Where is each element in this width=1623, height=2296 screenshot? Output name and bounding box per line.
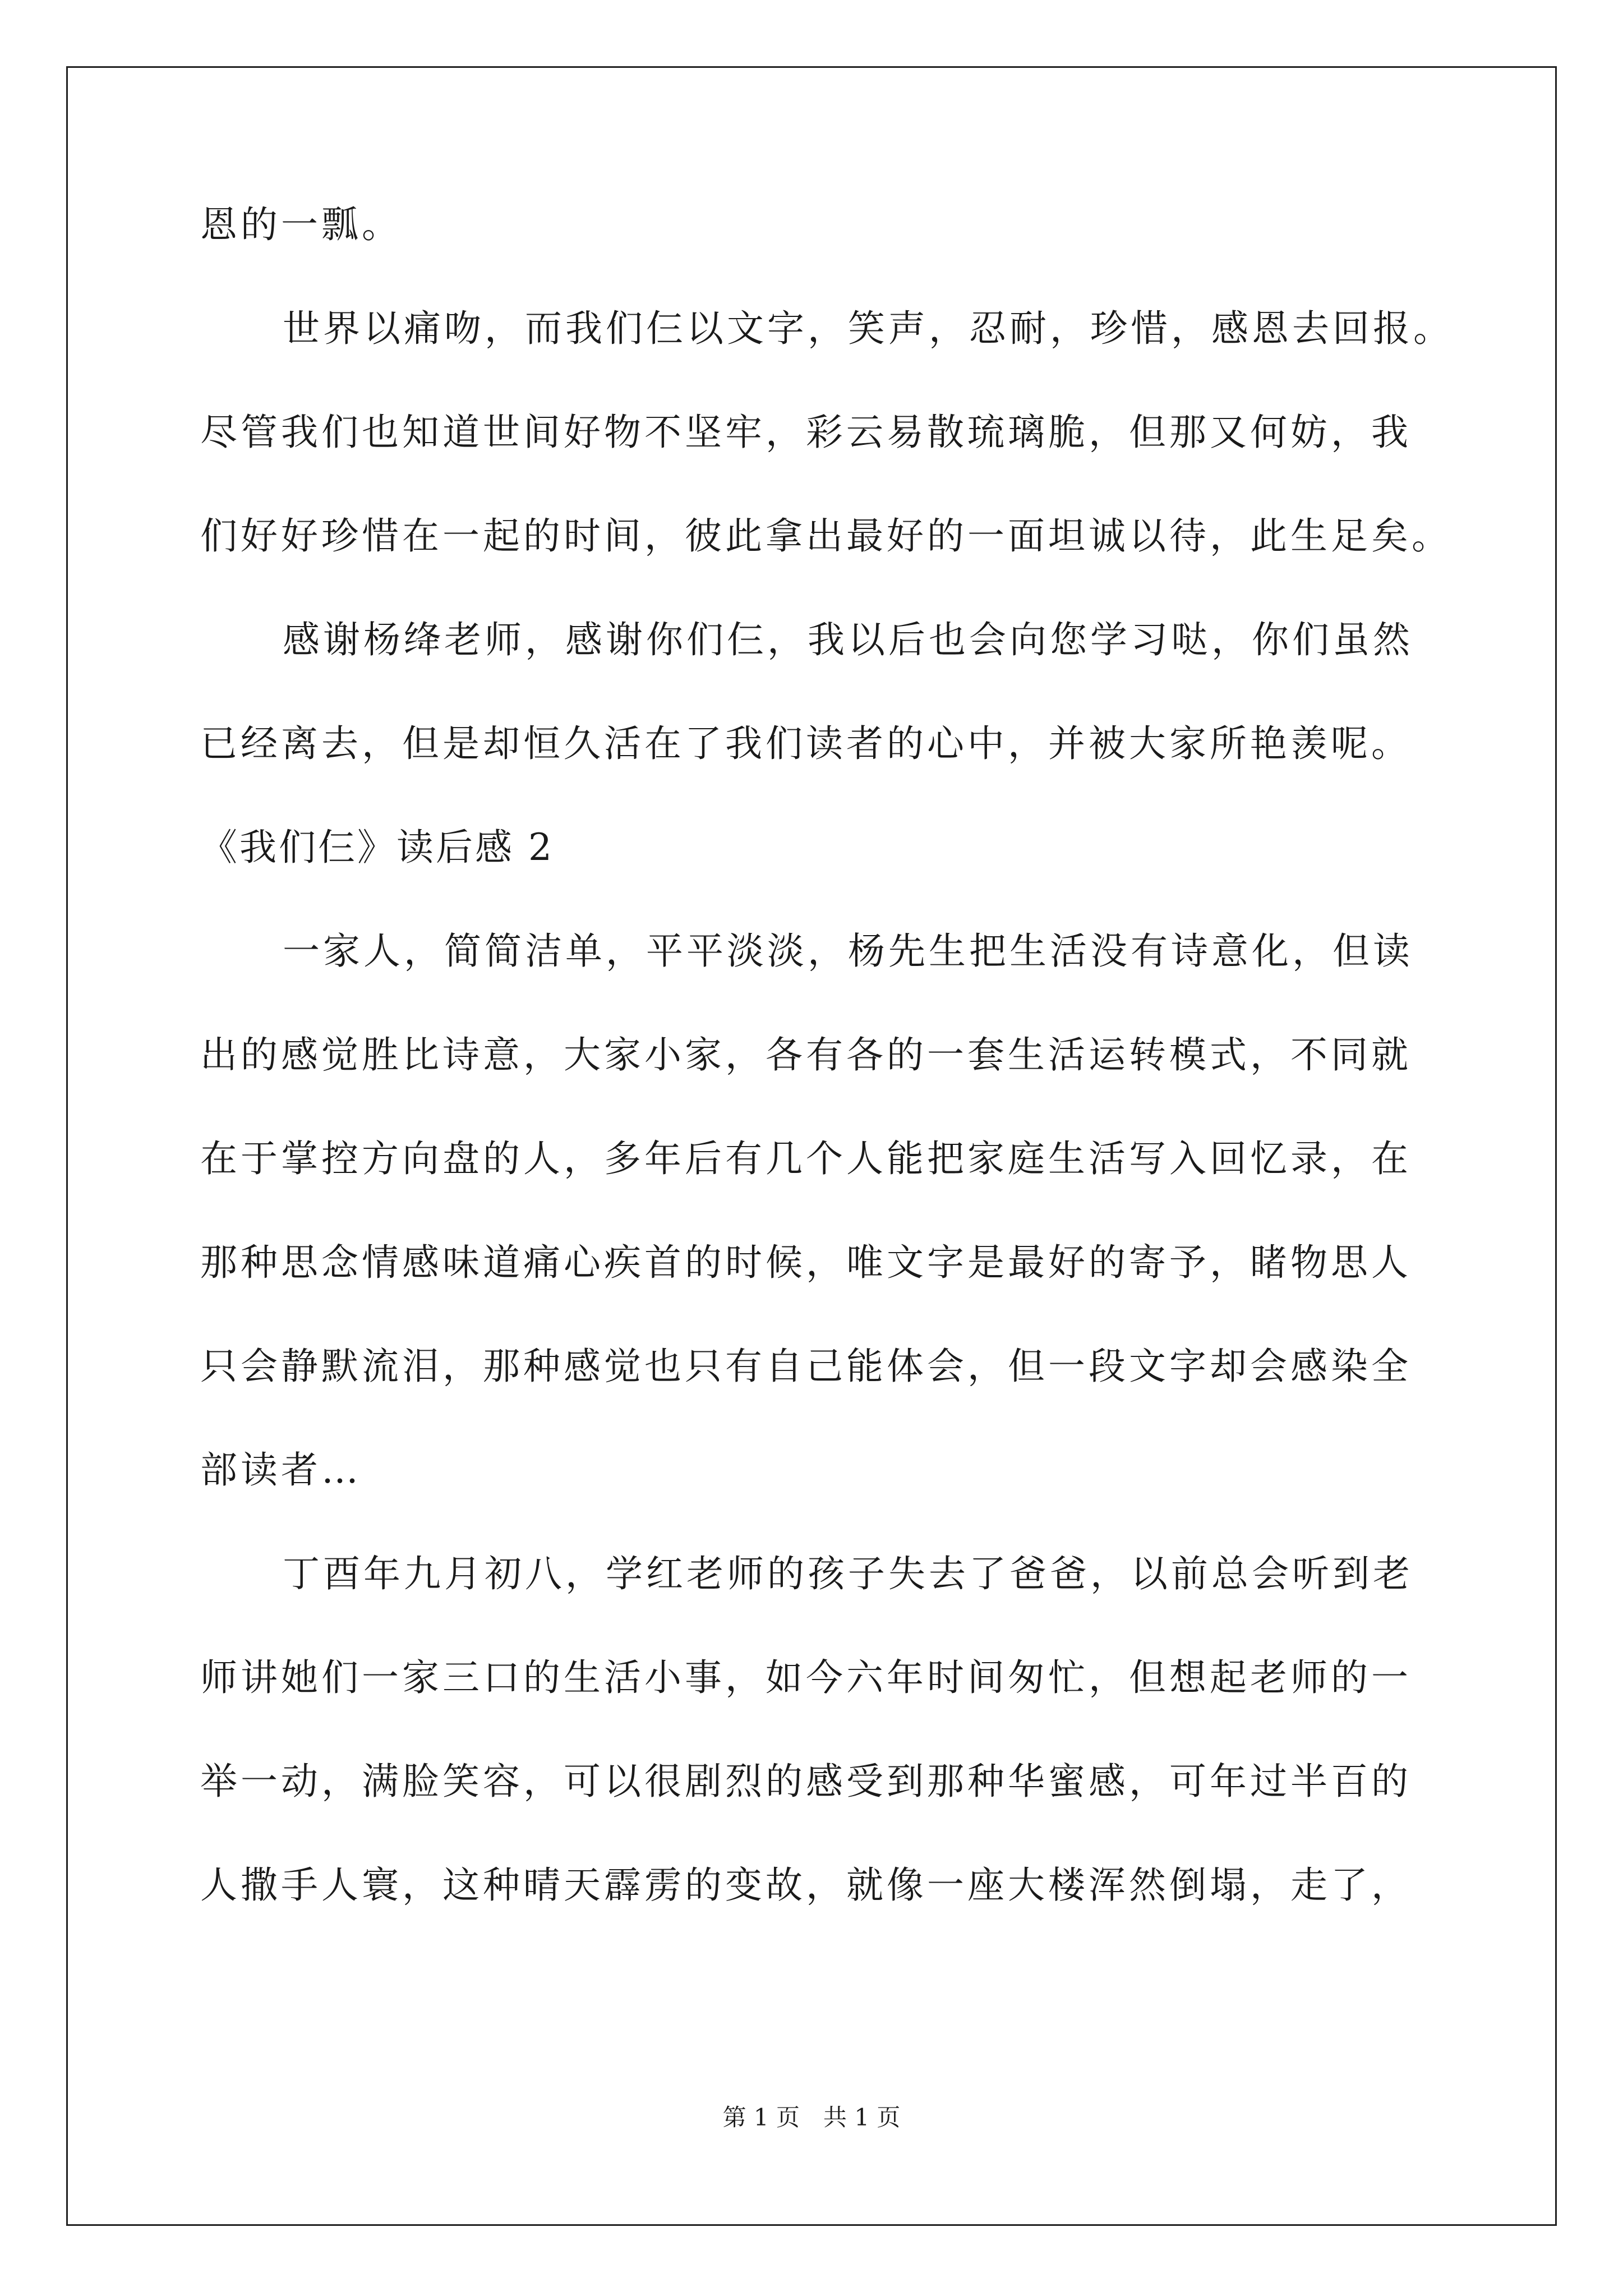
text-line: 只会静默流泪，那种感觉也只有自己能体会，但一段文字却会感染全	[200, 1345, 1412, 1388]
text-line: 举一动，满脸笑容，可以很剧烈的感受到那种华蜜感，可年过半百的	[200, 1760, 1412, 1803]
paragraph-start: 丁酉年九月初八，学红老师的孩子失去了爸爸，以前总会听到老	[283, 1552, 1413, 1595]
paragraph-start: 感谢杨绛老师，感谢你们仨，我以后也会向您学习哒，你们虽然	[283, 618, 1413, 661]
text-line: 们好好珍惜在一起的时间，彼此拿出最好的一面坦诚以待，此生足矣。	[200, 514, 1452, 558]
page-number-footer: 第 1 页 共 1 页	[722, 2104, 901, 2131]
text-line: 恩的一瓢。	[200, 203, 402, 246]
paragraph-start: 世界以痛吻，而我们仨以文字，笑声，忍耐，珍惜，感恩去回报。	[283, 307, 1454, 350]
text-line: 尽管我们也知道世间好物不坚牢，彩云易散琉璃脆，但那又何妨，我	[200, 411, 1412, 454]
section-heading: 《我们仨》读后感 2	[200, 826, 554, 869]
text-line: 出的感觉胜比诗意，大家小家，各有各的一套生活运转模式，不同就	[200, 1033, 1412, 1076]
text-line: 部读者…	[200, 1448, 362, 1492]
text-line: 那种思念情感味道痛心疾首的时候，唯文字是最好的寄予，睹物思人	[200, 1241, 1412, 1284]
paragraph-start: 一家人，简简洁单，平平淡淡，杨先生把生活没有诗意化，但读	[283, 930, 1413, 973]
text-line: 在于掌控方向盘的人，多年后有几个人能把家庭生活写入回忆录，在	[200, 1137, 1412, 1180]
text-line: 人撒手人寰，这种晴天霹雳的变故，就像一座大楼浑然倒塌，走了，	[200, 1864, 1412, 1907]
text-line: 已经离去，但是却恒久活在了我们读者的心中，并被大家所艳羡呢。	[200, 722, 1412, 765]
text-line: 师讲她们一家三口的生活小事，如今六年时间匆忙，但想起老师的一	[200, 1656, 1412, 1699]
